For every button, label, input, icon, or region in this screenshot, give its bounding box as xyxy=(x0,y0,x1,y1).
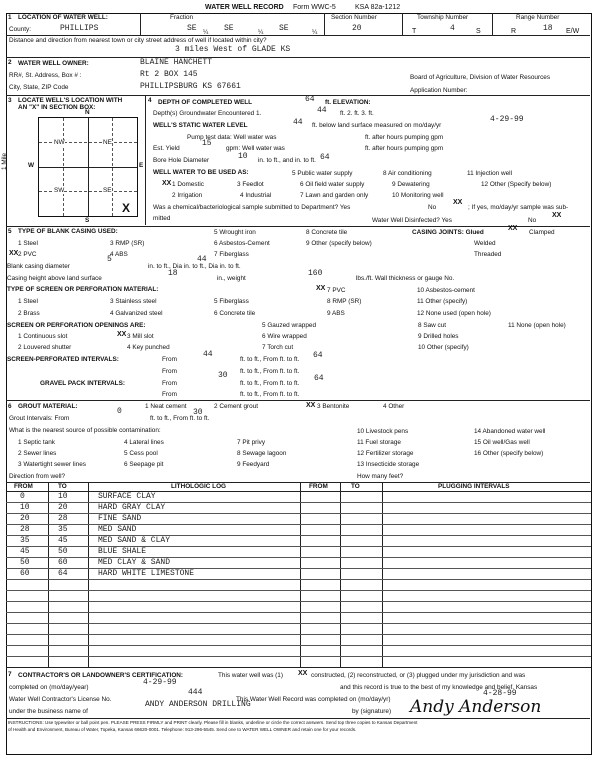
certification-text-1: This water well was (1) xyxy=(218,672,283,679)
lithologic-log-table xyxy=(6,482,591,668)
locate-label-1: LOCATE WELL'S LOCATION WITH xyxy=(18,97,123,104)
opening-3-mark: XX xyxy=(117,331,127,338)
contam-16[interactable]: 16 Other (specify below) xyxy=(474,450,544,457)
opening-6[interactable]: 6 Wire wrapped xyxy=(262,333,307,340)
casing-diameter[interactable]: 5 xyxy=(107,255,112,264)
disinfected-label: Water Well Disinfected? Yes xyxy=(372,217,452,224)
use-11[interactable]: 11 Injection well xyxy=(467,170,512,177)
form-ksa: KSA 82a-1212 xyxy=(355,4,401,11)
perforated-rest: ft. to ft., From ft. to ft. xyxy=(240,356,300,363)
se-label: SE xyxy=(103,187,112,194)
depth-value[interactable]: 64 xyxy=(305,95,315,104)
ne-label: NE xyxy=(103,139,112,146)
groundwater-label: Depth(s) Groundwater Encountered 1. xyxy=(153,110,262,117)
sec2-number: 2 xyxy=(8,59,12,66)
opening-4[interactable]: 4 Key punched xyxy=(127,344,170,351)
sw-label: SW xyxy=(54,187,65,194)
well-location-mark: X xyxy=(122,201,131,215)
opening-9[interactable]: 9 Drilled holes xyxy=(418,333,459,340)
contam-6[interactable]: 6 Seepage pit xyxy=(124,461,164,468)
address-value[interactable]: Rt 2 BOX 145 xyxy=(140,70,198,79)
log-row-desc[interactable]: BLUE SHALE xyxy=(98,547,147,556)
static-rest: ft. below land surface measured on mo/day/yr xyxy=(312,122,442,129)
joints-mark: XX xyxy=(508,225,518,232)
log-row-from[interactable]: 0 xyxy=(20,492,25,501)
chem-label: Was a chemical/bacteriological sample submitted to Department? Yes xyxy=(153,204,351,211)
log-row-from[interactable]: 60 xyxy=(20,569,30,578)
chem-no[interactable]: No xyxy=(428,204,437,211)
certification-mark: XX xyxy=(298,670,308,677)
application-label: Application Number: xyxy=(410,87,468,94)
gravel-rest-2: ft. to ft., From ft. to ft. xyxy=(240,391,300,398)
log-from-header: FROM xyxy=(14,483,33,490)
board-label: Board of Agriculture, Division of Water Resources xyxy=(410,74,551,81)
gravel-from-label: From xyxy=(162,380,177,387)
screen-4[interactable]: 4 Galvanized steel xyxy=(110,310,163,317)
use-1-mark: XX xyxy=(162,180,172,187)
gravel-from-label-2: From xyxy=(162,391,177,398)
log-litho-header: LITHOLOGIC LOG xyxy=(171,483,227,490)
log-row-to[interactable]: 35 xyxy=(58,525,68,534)
pump-rest: ft. after hours pumping gpm xyxy=(365,134,444,141)
log-row-to[interactable]: 45 xyxy=(58,536,68,545)
instructions-line-1: INSTRUCTIONS: Use typewriter or ball point pen. PLEASE PRESS FIRMLY and PRINT clearly. Please fill in blanks, underline or circle the correct answers. Send top three copies to Kansas Department xyxy=(8,720,418,725)
range-value[interactable]: 18 xyxy=(543,24,553,33)
log-row-to[interactable]: 50 xyxy=(58,547,68,556)
certification-text-2: constructed, (2) reconstructed, or (3) plugged under my jurisdiction and was xyxy=(311,672,526,679)
casing-9[interactable]: 9 Other (specify below) xyxy=(306,240,372,247)
casing-5[interactable]: 5 Wrought iron xyxy=(214,229,256,236)
opening-11[interactable]: 11 None (open hole) xyxy=(508,322,566,329)
casing-4[interactable]: 4 ABS xyxy=(110,251,128,258)
city-label: City, State, ZIP Code xyxy=(9,84,69,91)
certification-label: CONTRACTOR'S OR LANDOWNER'S CERTIFICATION: xyxy=(18,672,184,679)
log-row-desc[interactable]: MED SAND & CLAY xyxy=(98,536,171,545)
address-label: RR#, St. Address, Box # : xyxy=(9,72,82,79)
grout-3-mark: XX xyxy=(306,402,316,409)
use-10[interactable]: 10 Monitoring well xyxy=(392,192,444,199)
bore-diameter[interactable]: 10 xyxy=(238,152,248,161)
contam-5[interactable]: 5 Cess pool xyxy=(124,450,158,457)
opening-8[interactable]: 8 Saw cut xyxy=(418,322,447,329)
sec5-number: 5 xyxy=(8,228,12,235)
sec4-number: 4 xyxy=(148,97,152,104)
section-value[interactable]: 20 xyxy=(352,24,362,33)
use-4[interactable]: 4 Industrial xyxy=(240,192,272,199)
use-3[interactable]: 3 Feedlot xyxy=(237,181,264,188)
fraction-1[interactable]: SE xyxy=(187,24,197,33)
chem-rest: ; If yes, mo/day/yr sample was sub- xyxy=(468,204,569,211)
grout-2[interactable]: 2 Cement grout xyxy=(214,403,259,410)
nw-label: NW xyxy=(54,139,65,146)
log-row-desc[interactable]: MED CLAY & SAND xyxy=(98,558,171,567)
bore-rest: in. to ft., and in. to ft. xyxy=(258,157,316,164)
casing-diameter-to[interactable]: 44 xyxy=(197,255,207,264)
joints-label: CASING JOINTS: Glued xyxy=(412,229,484,236)
gravel-rest: ft. to ft., From ft. to ft. xyxy=(240,380,300,387)
township-value[interactable]: 4 xyxy=(450,24,455,33)
contamination-label: What is the nearest source of possible contamination: xyxy=(9,427,161,434)
screen-5[interactable]: 5 Fiberglass xyxy=(214,298,249,305)
log-row-from[interactable]: 10 xyxy=(20,503,30,512)
contam-12[interactable]: 12 Fertilizer storage xyxy=(357,450,414,457)
contam-10[interactable]: 10 Livestock pens xyxy=(357,428,409,435)
log-row-to[interactable]: 28 xyxy=(58,514,68,523)
screen-7-mark: XX xyxy=(316,285,326,292)
contam-11[interactable]: 11 Fuel storage xyxy=(357,439,401,446)
use-1[interactable]: 1 Domestic xyxy=(172,181,204,188)
use-5[interactable]: 5 Public water supply xyxy=(292,170,353,177)
yield-label: Est. Yield xyxy=(153,145,180,152)
static-value[interactable]: 44 xyxy=(293,118,303,127)
yield-rest: gpm: Well water was xyxy=(226,145,285,152)
locate-label-2: AN "X" IN SECTION BOX: xyxy=(18,104,96,111)
south-label: S xyxy=(85,217,90,224)
owner-value[interactable]: BLAINE HANCHETT xyxy=(140,58,213,67)
opening-7[interactable]: 7 Torch cut xyxy=(262,344,294,351)
perforated-to[interactable]: 64 xyxy=(313,351,323,360)
quarter-3: ¼ xyxy=(312,29,318,36)
contam-15[interactable]: 15 Oil well/Gas well xyxy=(474,439,530,446)
pump-label: Pump test data: Well water was xyxy=(187,134,277,141)
record-text: and this record is true to the best of my knowledge and belief. Kansas xyxy=(340,684,538,691)
license-number[interactable]: 444 xyxy=(188,688,203,697)
west-label: W xyxy=(28,162,35,169)
township-t: T xyxy=(412,28,417,35)
perforated-label: SCREEN-PERFORATED INTERVALS: xyxy=(7,356,119,363)
disinfected-mark: XX xyxy=(552,212,562,219)
openings-label: SCREEN OR PERFORATION OPENINGS ARE: xyxy=(7,322,146,329)
static-label: WELL'S STATIC WATER LEVEL xyxy=(153,122,248,129)
contam-1[interactable]: 1 Septic tank xyxy=(18,439,55,446)
form-title: WATER WELL RECORD xyxy=(205,4,284,11)
township-label: Township Number xyxy=(417,14,469,21)
plug-from-header: FROM xyxy=(309,483,328,490)
contam-14[interactable]: 14 Abandoned water well xyxy=(474,428,546,435)
north-label: N xyxy=(85,109,90,116)
contam-7[interactable]: 7 Pit privy xyxy=(237,439,266,446)
contam-3[interactable]: 3 Watertight sewer lines xyxy=(18,461,86,468)
screen-label: TYPE OF SCREEN OR PERFORATION MATERIAL: xyxy=(7,286,159,293)
casing-weight-rest: lbs./ft. Wall thickness or gauge No. xyxy=(356,275,455,282)
range-r: R xyxy=(511,28,517,35)
log-row-desc[interactable]: SURFACE CLAY xyxy=(98,492,156,501)
contam-8[interactable]: 8 Sewage lagoon xyxy=(237,450,287,457)
bore-label: Bore Hole Diameter xyxy=(153,157,210,164)
groundwater-rest: ft. 2. ft. 3. ft. xyxy=(340,110,374,117)
gravel-from[interactable]: 30 xyxy=(218,371,228,380)
mile-label: 1 Mile xyxy=(1,152,8,170)
county-label: County: xyxy=(9,26,32,33)
license-label: Water Well Contractor's License No. xyxy=(9,696,112,703)
depth-label: DEPTH OF COMPLETED WELL xyxy=(158,99,253,106)
grout-rest: ft. to ft., From ft. to ft. xyxy=(150,415,210,422)
joints-threaded[interactable]: Threaded xyxy=(474,251,502,258)
sec6-number: 6 xyxy=(8,403,12,410)
record-completed-date[interactable]: 4-28-99 xyxy=(483,689,517,698)
use-label: WELL WATER TO BE USED AS: xyxy=(153,169,249,176)
log-row-from[interactable]: 45 xyxy=(20,547,30,556)
chem-mitted: mitted xyxy=(153,215,171,222)
plug-to-header: TO xyxy=(351,483,360,490)
quarter-1: ¼ xyxy=(203,29,209,36)
log-row-to[interactable]: 64 xyxy=(58,569,68,578)
grout-1[interactable]: 1 Neat cement xyxy=(145,403,187,410)
screen-9[interactable]: 9 ABS xyxy=(327,310,345,317)
grout-3[interactable]: 3 Bentonite xyxy=(317,403,350,410)
business-name[interactable]: ANDY ANDERSON DRILLING xyxy=(145,700,251,709)
screen-1[interactable]: 1 Steel xyxy=(18,298,38,305)
casing-diameter-rest: in. to ft., Dia in. to ft., Dia in. to ft. xyxy=(148,263,241,270)
log-row-to[interactable]: 20 xyxy=(58,503,68,512)
joints-welded[interactable]: Welded xyxy=(474,240,496,247)
signature-label: by (signature) xyxy=(352,708,392,715)
log-row-desc[interactable]: HARD GRAY CLAY xyxy=(98,503,166,512)
section-label: Section Number xyxy=(331,14,377,21)
casing-6[interactable]: 6 Asbestos-Cement xyxy=(214,240,270,247)
casing-height[interactable]: 18 xyxy=(168,269,178,278)
use-9[interactable]: 9 Dewatering xyxy=(392,181,430,188)
opening-10[interactable]: 10 Other (specify) xyxy=(418,344,469,351)
screen-10[interactable]: 10 Asbestos-cement xyxy=(417,287,475,294)
elevation-label: ft. ELEVATION: xyxy=(325,99,371,106)
how-many-feet-label: How many feet? xyxy=(357,473,404,480)
owner-label: WATER WELL OWNER: xyxy=(18,60,89,67)
log-row-to[interactable]: 10 xyxy=(58,492,68,501)
grout-4[interactable]: 4 Other xyxy=(383,403,405,410)
opening-3[interactable]: 3 Mill slot xyxy=(127,333,154,340)
joints-clamped[interactable]: Clamped xyxy=(529,229,555,236)
log-to-header: TO xyxy=(58,483,67,490)
county-value[interactable]: PHILLIPS xyxy=(60,24,99,33)
log-row-from[interactable]: 35 xyxy=(20,536,30,545)
screen-3[interactable]: 3 Stainless steel xyxy=(110,298,157,305)
use-7[interactable]: 7 Lawn and garden only xyxy=(300,192,369,199)
distance-label: Distance and direction from nearest town or city street address of well if located within city? xyxy=(9,37,267,44)
grout-intervals-label: Grout Intervals: From xyxy=(9,415,70,422)
township-s: S xyxy=(476,28,481,35)
grout-from[interactable]: 0 xyxy=(117,407,122,416)
contam-9[interactable]: 9 Feedyard xyxy=(237,461,270,468)
casing-weight-label: in., weight xyxy=(217,275,246,282)
log-row-desc[interactable]: HARD WHITE LIMESTONE xyxy=(98,569,195,578)
instructions-line-2: of Health and Environment, Bureau of Water, Topeka, Kansas 66620-0001. Telephone: 913-296-5545. Send one to WATER WELL OWNER and retain one for your records. xyxy=(8,727,357,732)
opening-2[interactable]: 2 Louvered shutter xyxy=(18,344,72,351)
signature[interactable]: Andy Anderson xyxy=(410,697,542,717)
bore-to[interactable]: 64 xyxy=(320,153,330,162)
fraction-label: Fraction xyxy=(170,14,194,21)
range-ew: E/W xyxy=(566,28,580,35)
log-row-to[interactable]: 60 xyxy=(58,558,68,567)
log-row-desc[interactable]: MED SAND xyxy=(98,525,137,534)
fraction-3[interactable]: SE xyxy=(279,24,289,33)
chem-mark: XX xyxy=(453,199,463,206)
groundwater-1[interactable]: 44 xyxy=(317,106,327,115)
business-label: under the business name of xyxy=(9,708,88,715)
east-label: E xyxy=(139,162,144,169)
screen-8[interactable]: 8 RMP (SR) xyxy=(327,298,362,305)
casing-2[interactable]: 2 PVC xyxy=(18,251,37,258)
casing-2-mark: XX xyxy=(9,250,19,257)
yield-rest-2: ft. after hours pumping gpm xyxy=(365,145,444,152)
log-row-from[interactable]: 50 xyxy=(20,558,30,567)
casing-weight[interactable]: 160 xyxy=(308,269,323,278)
contam-2[interactable]: 2 Sewer lines xyxy=(18,450,57,457)
perforated-rest-2: ft. to ft., From ft. to ft. xyxy=(240,368,300,375)
fraction-2[interactable]: SE xyxy=(224,24,234,33)
form-number: Form WWC-5 xyxy=(293,4,336,11)
screen-7[interactable]: 7 PVC xyxy=(327,287,346,294)
record-completed-label: This Water Well Record was completed on (mo/day/yr) xyxy=(236,696,391,703)
perforated-from[interactable]: 44 xyxy=(203,350,213,359)
casing-8[interactable]: 8 Concrete tile xyxy=(306,229,348,236)
gravel-to[interactable]: 64 xyxy=(314,374,324,383)
static-date[interactable]: 4-29-99 xyxy=(490,115,524,124)
screen-2[interactable]: 2 Brass xyxy=(18,310,40,317)
casing-diameter-label: Blank casing diameter xyxy=(7,263,70,270)
location-label: LOCATION OF WATER WELL: xyxy=(18,14,108,21)
contam-4[interactable]: 4 Lateral lines xyxy=(124,439,164,446)
completed-date[interactable]: 4-29-99 xyxy=(143,678,177,687)
casing-height-label: Casing height above land surface xyxy=(7,275,102,282)
sec7-number: 7 xyxy=(8,671,12,678)
opening-1[interactable]: 1 Continuous slot xyxy=(18,333,68,340)
completed-label: completed on (mo/day/year) xyxy=(9,684,89,691)
opening-5[interactable]: 5 Gauzed wrapped xyxy=(262,322,317,329)
distance-value[interactable]: 3 miles West of GLADE KS xyxy=(175,45,291,54)
gravel-label: GRAVEL PACK INTERVALS: xyxy=(40,380,125,387)
screen-12[interactable]: 12 None used (open hole) xyxy=(417,310,491,317)
perforated-from-label: From xyxy=(162,356,177,363)
log-row-from[interactable]: 20 xyxy=(20,514,30,523)
direction-label: Direction from well? xyxy=(9,473,66,480)
casing-7[interactable]: 7 Fiberglass xyxy=(214,251,249,258)
section-box[interactable] xyxy=(38,117,138,217)
use-6[interactable]: 6 Oil field water supply xyxy=(300,181,365,188)
grout-label: GROUT MATERIAL: xyxy=(18,403,78,410)
perforated-from-label-2: From xyxy=(162,368,177,375)
casing-label: TYPE OF BLANK CASING USED: xyxy=(18,228,118,235)
casing-3[interactable]: 3 RMP (SR) xyxy=(110,240,145,247)
sec1-number: 1 xyxy=(8,14,12,21)
yield-value[interactable]: 15 xyxy=(202,139,212,148)
disinfected-no[interactable]: No xyxy=(528,217,537,224)
city-value[interactable]: PHILLIPSBURG KS 67661 xyxy=(140,82,241,91)
casing-1[interactable]: 1 Steel xyxy=(18,240,38,247)
grout-to[interactable]: 30 xyxy=(193,408,203,417)
use-12[interactable]: 12 Other (Specify below) xyxy=(481,181,552,188)
range-label: Range Number xyxy=(516,14,560,21)
log-row-from[interactable]: 28 xyxy=(20,525,30,534)
log-row-desc[interactable]: FINE SAND xyxy=(98,514,142,523)
screen-6[interactable]: 6 Concrete tile xyxy=(214,310,256,317)
contam-13[interactable]: 13 Insecticide storage xyxy=(357,461,420,468)
sec3-number: 3 xyxy=(8,97,12,104)
plug-header: PLUGGING INTERVALS xyxy=(438,483,510,490)
use-8[interactable]: 8 Air conditioning xyxy=(383,170,432,177)
use-2[interactable]: 2 Irrigation xyxy=(172,192,203,199)
screen-11[interactable]: 11 Other (specify) xyxy=(417,298,468,305)
quarter-2: ¼ xyxy=(258,29,264,36)
